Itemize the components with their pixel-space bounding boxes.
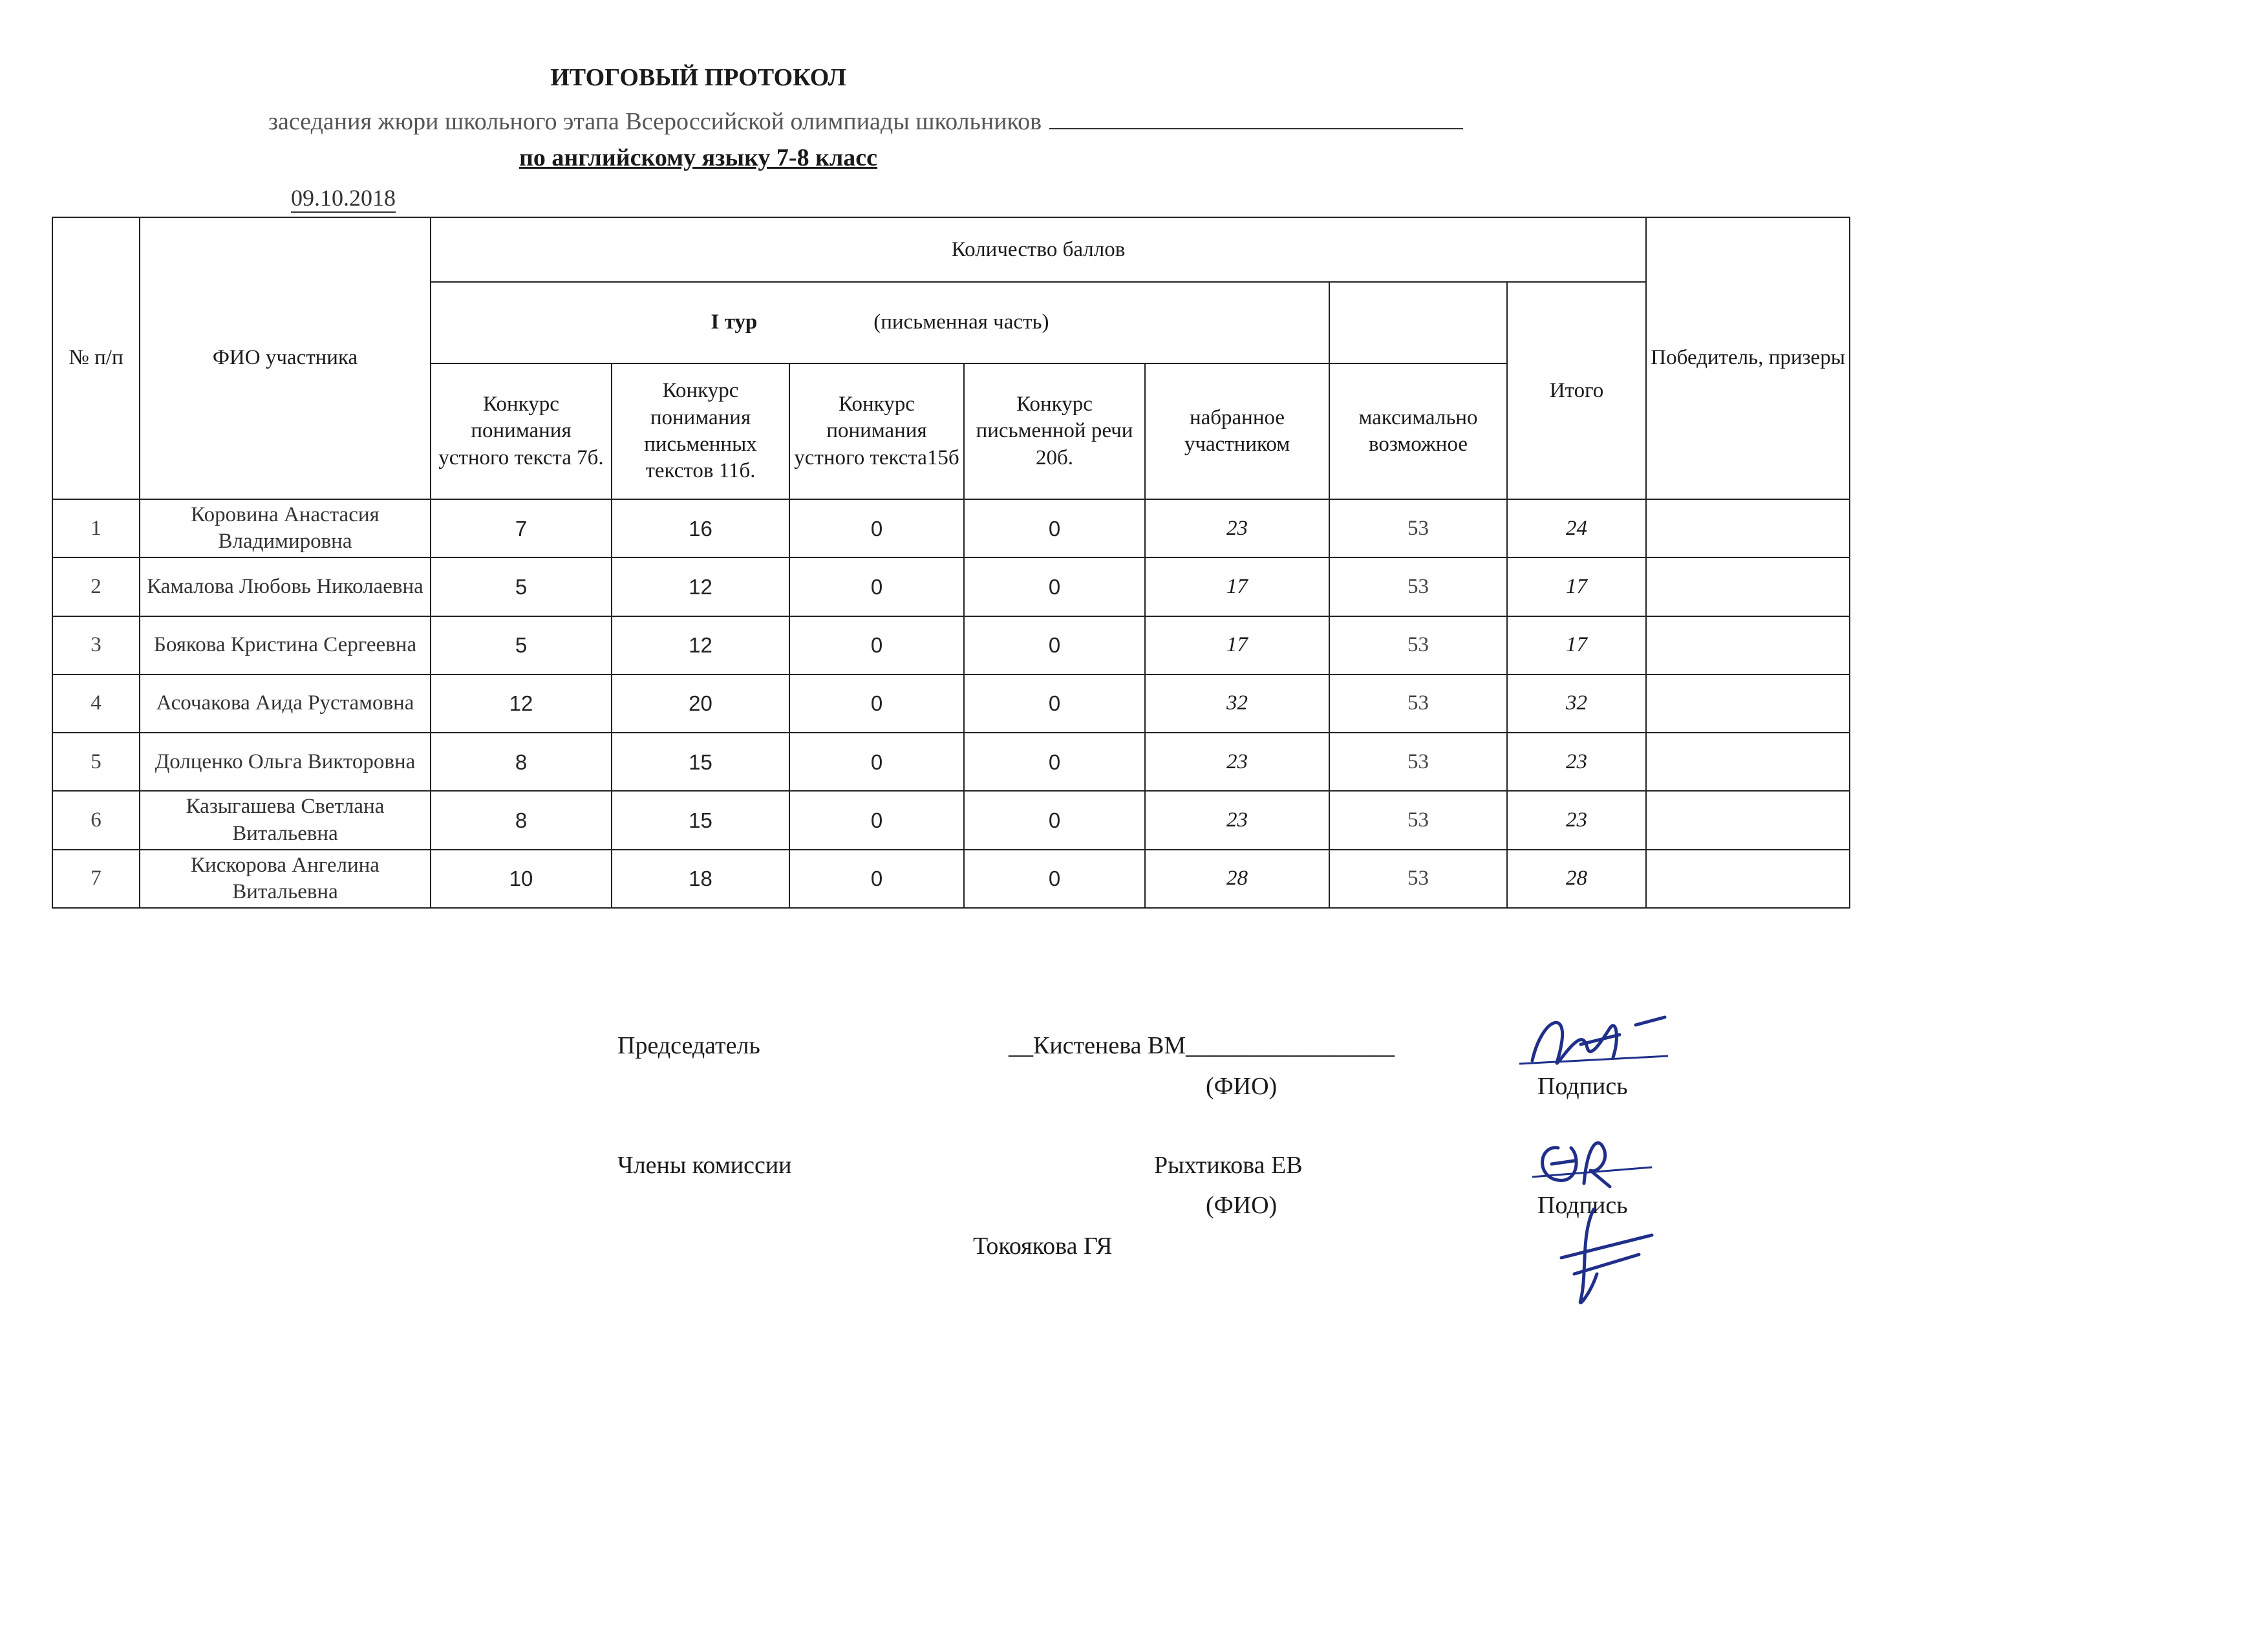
winner-cell xyxy=(1646,733,1850,791)
winner-cell xyxy=(1646,557,1850,616)
member1-name: Рыхтикова ЕВ xyxy=(1154,1152,1303,1179)
score-1: 5 xyxy=(431,616,612,674)
score-3: 0 xyxy=(789,791,964,849)
protocol-date: 09.10.2018 xyxy=(291,184,396,213)
winner-cell xyxy=(1646,850,1850,908)
score-1: 10 xyxy=(431,850,612,908)
score-2: 12 xyxy=(612,557,789,616)
score-4: 0 xyxy=(964,850,1145,908)
score-3: 0 xyxy=(789,733,964,791)
table-row xyxy=(52,616,1850,674)
score-2: 20 xyxy=(612,674,789,733)
score-3: 0 xyxy=(789,557,964,616)
member1-signature-icon xyxy=(1513,1122,1694,1203)
score-earned: 28 xyxy=(1145,850,1329,908)
score-earned: 23 xyxy=(1145,791,1329,849)
score-total: 24 xyxy=(1507,499,1646,557)
chair-label: Председатель xyxy=(617,1032,760,1059)
winner-cell xyxy=(1646,674,1850,733)
row-number: 1 xyxy=(52,499,140,557)
score-total: 32 xyxy=(1507,674,1646,733)
subtitle-text: заседания жюри школьного этапа Всероссийской олимпиады школьников xyxy=(268,108,1042,135)
row-number: 6 xyxy=(52,791,140,849)
score-3: 0 xyxy=(789,616,964,674)
score-total: 28 xyxy=(1507,850,1646,908)
score-max: 53 xyxy=(1329,674,1507,733)
members-label: Члены комиссии xyxy=(617,1152,792,1179)
header-total: Итого xyxy=(1507,282,1646,499)
score-1: 12 xyxy=(431,674,612,733)
score-max: 53 xyxy=(1329,791,1507,849)
score-earned: 32 xyxy=(1145,674,1329,733)
score-4: 0 xyxy=(964,616,1145,674)
winner-cell xyxy=(1646,499,1850,557)
table-row xyxy=(52,557,1850,616)
score-max: 53 xyxy=(1329,733,1507,791)
score-4: 0 xyxy=(964,557,1145,616)
score-3: 0 xyxy=(789,674,964,733)
row-number: 7 xyxy=(52,850,140,908)
score-max: 53 xyxy=(1329,616,1507,674)
score-4: 0 xyxy=(964,733,1145,791)
table-row xyxy=(52,674,1850,733)
member2-signature-icon xyxy=(1542,1196,1678,1313)
chair-sign-label: Подпись xyxy=(1537,1073,1628,1100)
participant-name: Долценко Ольга Викторовна xyxy=(140,733,431,791)
row-number: 3 xyxy=(52,616,140,674)
score-2: 15 xyxy=(612,733,789,791)
header-sub-1: Конкурс понимания устного текста 7б. xyxy=(431,363,612,500)
header-empty-cell xyxy=(1329,282,1507,363)
tour-label: I тур xyxy=(711,310,758,334)
member2-name: Токоякова ГЯ xyxy=(973,1233,1113,1260)
score-earned: 17 xyxy=(1145,557,1329,616)
results-table xyxy=(52,217,1850,909)
header-name: ФИО участника xyxy=(140,217,431,499)
participant-name: Асочакова Аида Рустамовна xyxy=(140,674,431,733)
table-row xyxy=(52,499,1850,557)
participant-name: Кискорова Ангелина Витальевна xyxy=(140,850,431,908)
score-max: 53 xyxy=(1329,850,1507,908)
chair-fio-label: (ФИО) xyxy=(1206,1073,1278,1100)
participant-name: Боякова Кристина Сергеевна xyxy=(140,616,431,674)
score-earned: 23 xyxy=(1145,499,1329,557)
table-row xyxy=(52,791,1850,849)
winner-cell xyxy=(1646,616,1850,674)
header-sub-earned: набранное участником xyxy=(1145,363,1329,500)
score-earned: 23 xyxy=(1145,733,1329,791)
header-sub-max: максимально возможное xyxy=(1329,363,1507,500)
subject-line: по английскому языку 7-8 класс xyxy=(519,144,878,171)
header-points: Количество баллов xyxy=(431,217,1646,282)
blank-line xyxy=(1049,109,1463,129)
document-title: ИТОГОВЫЙ ПРОТОКОЛ xyxy=(550,64,846,91)
header-sub-3: Конкурс понимания устного текста15б xyxy=(789,363,964,500)
score-3: 0 xyxy=(789,850,964,908)
participant-name: Коровина Анастасия Владимировна xyxy=(140,499,431,557)
score-total: 23 xyxy=(1507,733,1646,791)
score-1: 7 xyxy=(431,499,612,557)
chair-name: Кистенева ВМ xyxy=(1033,1032,1186,1059)
score-max: 53 xyxy=(1329,499,1507,557)
winner-cell xyxy=(1646,791,1850,849)
score-3: 0 xyxy=(789,499,964,557)
score-2: 12 xyxy=(612,616,789,674)
member-sign-label: Подпись xyxy=(1537,1192,1628,1219)
score-1: 5 xyxy=(431,557,612,616)
participant-name: Камалова Любовь Николаевна xyxy=(140,557,431,616)
tour-part: (письменная часть) xyxy=(873,310,1049,334)
score-max: 53 xyxy=(1329,557,1507,616)
score-2: 16 xyxy=(612,499,789,557)
header-tour xyxy=(431,282,1329,363)
score-total: 17 xyxy=(1507,557,1646,616)
score-1: 8 xyxy=(431,733,612,791)
table-row xyxy=(52,850,1850,908)
header-winner: Победитель, призеры xyxy=(1646,217,1850,499)
participant-name: Казыгашева Светлана Витальевна xyxy=(140,791,431,849)
score-4: 0 xyxy=(964,791,1145,849)
chair-signature-icon xyxy=(1506,999,1700,1080)
chair-name-line: __Кистенева ВМ_________________ xyxy=(1009,1032,1395,1059)
table-row xyxy=(52,733,1850,791)
header-number: № п/п xyxy=(52,217,140,499)
row-number: 5 xyxy=(52,733,140,791)
row-number: 4 xyxy=(52,674,140,733)
header-sub-2: Конкурс понимания письменных текстов 11б. xyxy=(612,363,789,500)
score-total: 17 xyxy=(1507,616,1646,674)
score-4: 0 xyxy=(964,674,1145,733)
header-sub-4: Конкурс письменной речи 20б. xyxy=(964,363,1145,500)
score-1: 8 xyxy=(431,791,612,849)
row-number: 2 xyxy=(52,557,140,616)
score-2: 18 xyxy=(612,850,789,908)
member-fio-label: (ФИО) xyxy=(1206,1192,1278,1219)
document-subtitle xyxy=(268,107,1463,136)
score-4: 0 xyxy=(964,499,1145,557)
score-total: 23 xyxy=(1507,791,1646,849)
score-2: 15 xyxy=(612,791,789,849)
score-earned: 17 xyxy=(1145,616,1329,674)
